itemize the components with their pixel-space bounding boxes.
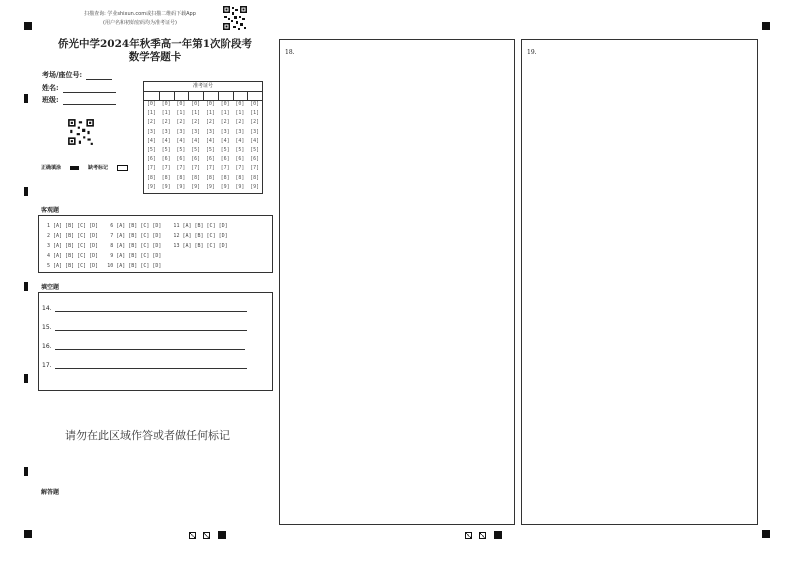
page-mark-slash-icon xyxy=(189,532,196,539)
exam-id-bubble[interactable]: [2] xyxy=(220,119,230,126)
exam-id-bubble[interactable]: [6] xyxy=(220,156,230,163)
name-field-line[interactable] xyxy=(63,84,116,93)
exam-id-bubble[interactable]: [6] xyxy=(235,156,245,163)
exam-id-bubble[interactable]: [1] xyxy=(220,110,230,117)
exam-id-bubble[interactable]: [1] xyxy=(250,110,260,117)
exam-id-column-divider xyxy=(203,91,204,100)
exam-id-bubble[interactable]: [3] xyxy=(220,128,230,135)
question-number: 19. xyxy=(527,49,537,56)
exam-id-bubble[interactable]: [4] xyxy=(191,137,201,144)
page-mark-slash-icon xyxy=(465,532,472,539)
exam-id-bubble[interactable]: [9] xyxy=(146,183,156,190)
timing-mark xyxy=(24,282,28,291)
fill-blank-number: 17. xyxy=(42,362,52,369)
exam-id-bubble[interactable]: [2] xyxy=(250,119,260,126)
fill-blank-number: 14. xyxy=(42,305,52,312)
exam-id-bubble[interactable]: [5] xyxy=(205,146,215,153)
report-line-1: 扫描查询: 学业shixun.com或扫描二维码下载App xyxy=(84,11,196,17)
exam-id-bubble[interactable]: [5] xyxy=(250,146,260,153)
exam-id-column-divider xyxy=(174,91,175,100)
exam-id-bubble[interactable]: [5] xyxy=(235,146,245,153)
exam-id-bubble[interactable]: [4] xyxy=(220,137,230,144)
class-field[interactable] xyxy=(42,95,116,105)
exam-id-bubble[interactable]: [2] xyxy=(146,119,156,126)
correct-fill-sample xyxy=(70,166,79,170)
fill-blank-box xyxy=(38,292,273,391)
page-mark-block xyxy=(494,531,502,539)
exam-id-bubble[interactable]: [6] xyxy=(146,156,156,163)
qr-code-icon xyxy=(67,118,95,146)
fill-blank-item[interactable] xyxy=(42,362,247,369)
fill-blank-section-title: 填空题 xyxy=(41,284,60,291)
exam-id-bubble[interactable]: [0] xyxy=(250,101,260,107)
class-field-label: 班级: xyxy=(42,95,59,104)
seat-field[interactable] xyxy=(42,70,112,80)
exam-id-bubble[interactable]: [2] xyxy=(191,119,201,126)
fill-blank-item[interactable] xyxy=(42,305,247,312)
mc-row[interactable]: 4 [A] [B] [C] [D] 9 [A] [B] [C] [D] xyxy=(47,253,162,259)
mc-row[interactable]: 2 [A] [B] [C] [D] 7 [A] [B] [C] [D] 12 [A] [B] [C] [D] xyxy=(47,233,228,239)
no-write-note: 请勿在此区域作答或者做任何标记 xyxy=(65,429,230,442)
exam-id-bubble[interactable]: [0] xyxy=(220,101,230,107)
exam-id-bubble[interactable]: [5] xyxy=(146,146,156,153)
exam-id-bubble[interactable]: [9] xyxy=(235,183,245,190)
exam-id-column-divider xyxy=(233,91,234,100)
exam-id-bubble[interactable]: [1] xyxy=(235,110,245,117)
fill-blank-line[interactable] xyxy=(55,362,247,369)
name-field[interactable] xyxy=(42,83,116,93)
exam-id-bubble[interactable]: [7] xyxy=(235,165,245,172)
correct-fill-label: 正确填涂 xyxy=(41,165,62,171)
seat-field-line[interactable] xyxy=(86,71,112,80)
page-mark-slash-icon xyxy=(203,532,210,539)
exam-id-bubble[interactable]: [5] xyxy=(161,146,171,153)
timing-mark xyxy=(24,94,28,103)
exam-id-bubble[interactable]: [2] xyxy=(176,119,186,126)
exam-id-bubble[interactable]: [6] xyxy=(191,156,201,163)
exam-id-bubble[interactable]: [0] xyxy=(191,101,201,107)
fill-blank-number: 16. xyxy=(42,343,52,350)
question-number: 18. xyxy=(285,49,295,56)
exam-id-bubble[interactable]: [9] xyxy=(205,183,215,190)
corner-mark-bottom-right xyxy=(762,530,770,538)
exam-id-bubble[interactable]: [6] xyxy=(161,156,171,163)
exam-id-bubble[interactable]: [2] xyxy=(161,119,171,126)
absent-mark-box[interactable] xyxy=(117,165,128,171)
exam-id-bubble[interactable]: [7] xyxy=(161,165,171,172)
exam-id-column xyxy=(175,101,186,193)
exam-id-column-divider xyxy=(218,91,219,100)
fill-blank-line[interactable] xyxy=(55,324,247,331)
exam-id-bubble[interactable]: [2] xyxy=(205,119,215,126)
exam-id-bubble[interactable]: [0] xyxy=(205,101,215,107)
exam-id-bubble[interactable]: [5] xyxy=(220,146,230,153)
fill-blank-line[interactable] xyxy=(55,305,247,312)
exam-id-column-divider xyxy=(247,91,248,100)
mc-row[interactable]: 3 [A] [B] [C] [D] 8 [A] [B] [C] [D] 13 [A] [B] [C] [D] xyxy=(47,243,228,249)
exam-id-bubble[interactable]: [1] xyxy=(161,110,171,117)
exam-id-bubble[interactable]: [3] xyxy=(161,128,171,135)
title-line-1: 侨光中学2024年秋季高一年第1次阶段考 xyxy=(57,38,253,50)
exam-id-bubble[interactable]: [3] xyxy=(191,128,201,135)
exam-id-bubble[interactable]: [8] xyxy=(235,174,245,181)
exam-id-table xyxy=(143,81,263,194)
exam-id-bubble[interactable]: [9] xyxy=(161,183,171,190)
fill-blank-item[interactable] xyxy=(42,324,247,331)
exam-id-bubble[interactable]: [0] xyxy=(176,101,186,107)
exam-id-bubble[interactable]: [3] xyxy=(235,128,245,135)
exam-id-bubble[interactable]: [8] xyxy=(161,174,171,181)
exam-id-bubble[interactable]: [3] xyxy=(146,128,156,135)
mc-row[interactable]: 5 [A] [B] [C] [D] 10 [A] [B] [C] [D] xyxy=(47,263,162,269)
exam-id-bubble[interactable]: [9] xyxy=(220,183,230,190)
exam-id-bubble[interactable]: [4] xyxy=(161,137,171,144)
exam-id-bubble[interactable]: [0] xyxy=(146,101,156,107)
exam-id-bubble[interactable]: [7] xyxy=(205,165,215,172)
exam-id-bubble[interactable]: [4] xyxy=(146,137,156,144)
exam-id-column xyxy=(234,101,245,193)
mc-row[interactable]: 1 [A] [B] [C] [D] 6 [A] [B] [C] [D] 11 [A] [B] [C] [D] xyxy=(47,223,228,229)
absent-mark-label: 缺考标记 xyxy=(88,165,109,171)
exam-id-bubble[interactable]: [7] xyxy=(191,165,201,172)
exam-id-bubble[interactable]: [7] xyxy=(250,165,260,172)
exam-id-bubble[interactable]: [1] xyxy=(146,110,156,117)
exam-id-bubble[interactable]: [4] xyxy=(205,137,215,144)
exam-id-bubble[interactable]: [8] xyxy=(191,174,201,181)
exam-id-bubble[interactable]: [9] xyxy=(250,183,260,190)
exam-id-bubble[interactable]: [4] xyxy=(250,137,260,144)
exam-id-bubble[interactable]: [5] xyxy=(176,146,186,153)
class-field-line[interactable] xyxy=(63,96,116,105)
fill-blank-number: 15. xyxy=(42,324,52,331)
exam-id-bubble[interactable]: [8] xyxy=(176,174,186,181)
exam-id-column xyxy=(146,101,157,193)
exam-id-bubble[interactable]: [7] xyxy=(176,165,186,172)
exam-id-bubble[interactable]: [3] xyxy=(176,128,186,135)
exam-id-column xyxy=(205,101,216,193)
qr-code-icon xyxy=(222,5,248,31)
page-mark-block xyxy=(218,531,226,539)
exam-id-bubble[interactable]: [3] xyxy=(205,128,215,135)
exam-id-column xyxy=(190,101,201,193)
name-field-label: 姓名: xyxy=(42,83,59,92)
title-line-2: 数学答题卡 xyxy=(128,51,182,63)
answer-panel-19[interactable] xyxy=(521,39,758,525)
exam-id-column xyxy=(249,101,260,193)
timing-mark xyxy=(24,467,28,476)
page-title xyxy=(40,38,270,64)
exam-id-bubble[interactable]: [2] xyxy=(235,119,245,126)
exam-id-bubble[interactable]: [1] xyxy=(205,110,215,117)
exam-id-bubble[interactable]: [8] xyxy=(220,174,230,181)
fill-blank-item[interactable] xyxy=(42,343,245,350)
exam-id-bubble[interactable]: [1] xyxy=(191,110,201,117)
fill-example xyxy=(41,164,128,171)
objective-section-title: 客观题 xyxy=(41,207,60,214)
answer-section-title: 解答题 xyxy=(41,489,60,496)
exam-id-bubble[interactable]: [8] xyxy=(205,174,215,181)
exam-id-bubble[interactable]: [0] xyxy=(161,101,171,107)
corner-mark-bottom-left xyxy=(24,530,32,538)
exam-id-bubble[interactable]: [9] xyxy=(176,183,186,190)
exam-id-bubble[interactable]: [4] xyxy=(235,137,245,144)
exam-id-bubble[interactable]: [3] xyxy=(250,128,260,135)
exam-id-column-divider xyxy=(159,91,160,100)
exam-id-bubble[interactable]: [8] xyxy=(250,174,260,181)
corner-mark-top-left xyxy=(24,22,32,30)
timing-mark xyxy=(24,187,28,196)
objective-box xyxy=(38,215,273,273)
corner-mark-top-right xyxy=(762,22,770,30)
exam-id-bubble[interactable]: [6] xyxy=(176,156,186,163)
fill-blank-line[interactable] xyxy=(55,343,245,350)
exam-id-bubble[interactable]: [1] xyxy=(176,110,186,117)
exam-id-column xyxy=(220,101,231,193)
exam-id-bubble[interactable]: [6] xyxy=(205,156,215,163)
exam-id-column xyxy=(161,101,172,193)
exam-id-bubble[interactable]: [6] xyxy=(250,156,260,163)
report-note xyxy=(60,10,220,26)
exam-id-bubble[interactable]: [0] xyxy=(235,101,245,107)
exam-id-bubble[interactable]: [5] xyxy=(191,146,201,153)
timing-mark xyxy=(24,374,28,383)
exam-id-column-divider xyxy=(188,91,189,100)
exam-id-bubble[interactable]: [9] xyxy=(191,183,201,190)
exam-id-bubble[interactable]: [7] xyxy=(146,165,156,172)
answer-panel-18[interactable] xyxy=(279,39,515,525)
page-mark-slash-icon xyxy=(479,532,486,539)
seat-field-label: 考场/座位号: xyxy=(42,70,83,79)
report-line-2: (用户名和初始密码均为准考证号) xyxy=(103,20,177,26)
exam-id-title: 准考证号 xyxy=(144,82,262,92)
exam-id-bubble[interactable]: [8] xyxy=(146,174,156,181)
exam-id-bubble[interactable]: [7] xyxy=(220,165,230,172)
exam-id-bubble[interactable]: [4] xyxy=(176,137,186,144)
